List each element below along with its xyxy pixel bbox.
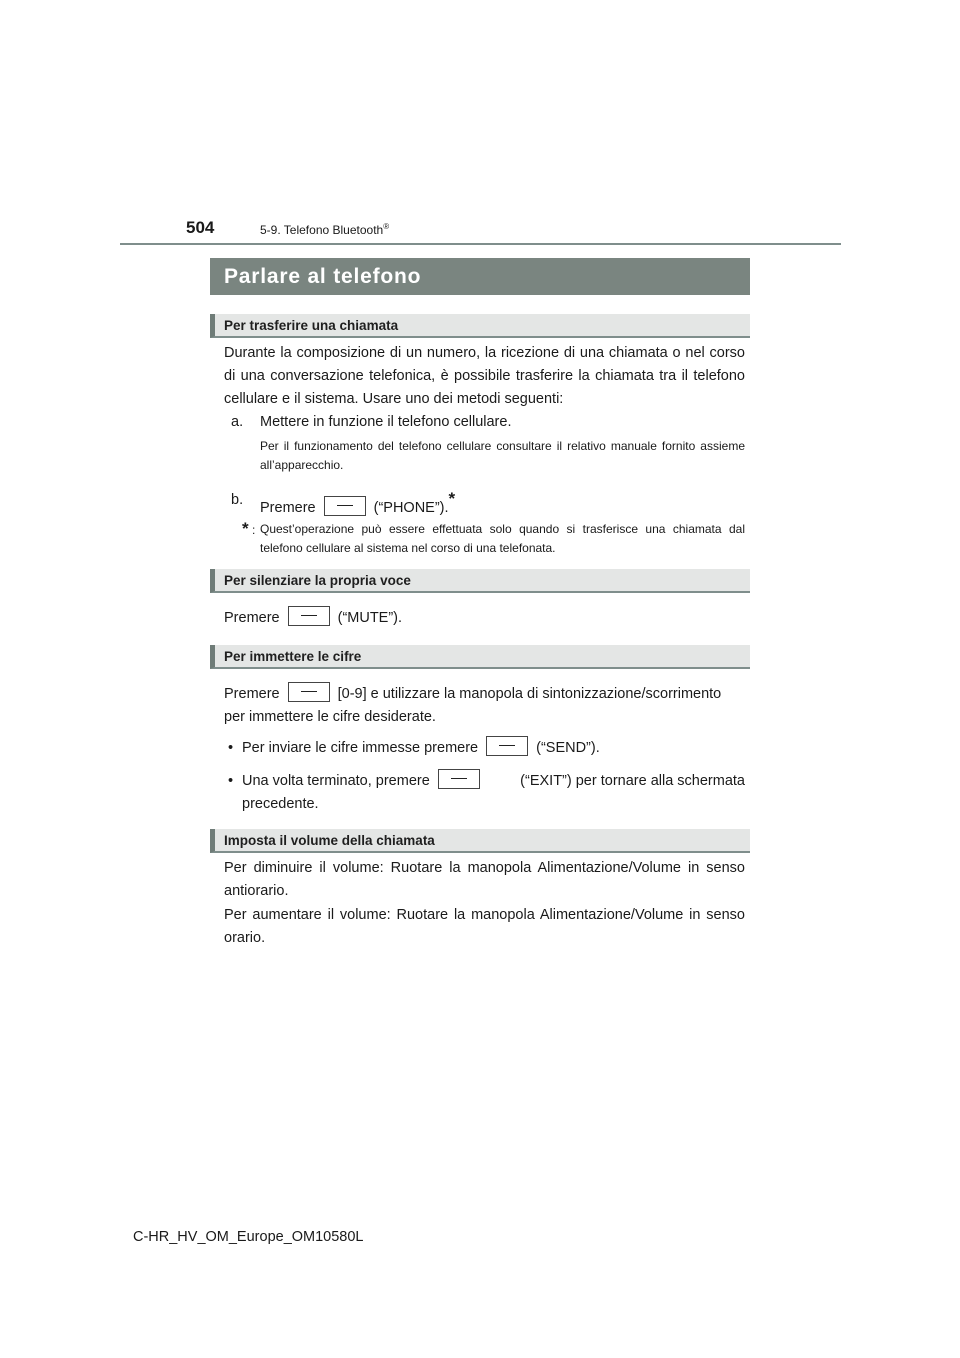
step-b-label: b.: [231, 492, 244, 508]
send-line: [242, 737, 600, 760]
subhead-digits: Per immettere le cifre: [210, 645, 750, 669]
mute-post: (“MUTE”).: [337, 610, 403, 626]
digits-pre: Premere: [224, 686, 280, 702]
mute-button-icon: [288, 606, 330, 626]
step-b-post: (“PHONE”).: [373, 499, 449, 516]
phone-button-icon: [324, 496, 366, 516]
digits-post2: per immettere le cifre desiderate.: [224, 709, 436, 725]
digits-button-icon: [288, 682, 330, 702]
registered-mark: ®: [383, 222, 390, 231]
mute-pre: Premere: [224, 610, 280, 626]
exit-post: (“EXIT”) per tornare alla schermata: [520, 773, 745, 789]
footnote-colon: :: [252, 523, 256, 537]
exit-button-icon: [438, 769, 480, 789]
header-rule: [120, 243, 841, 245]
step-a-text: Mettere in funzione il telefono cellulare.: [260, 414, 512, 430]
step-a-label: a.: [231, 414, 244, 430]
bullet-exit: •: [228, 773, 234, 789]
subhead-volume: Imposta il volume della chiamata: [210, 829, 750, 853]
subhead-mute: Per silenziare la propria voce: [210, 569, 750, 593]
send-post: (“SEND”).: [536, 740, 600, 756]
footnote-text: Quest’operazione può essere effettuata solo quando si trasferisce una chiamata dal telefono cellulare al sistema nel corso di una telefonata.: [260, 522, 745, 555]
page-title: Parlare al telefono: [210, 258, 750, 295]
footer-doc-id: C-HR_HV_OM_Europe_OM10580L: [133, 1229, 364, 1245]
step-a-note: Per il funzionamento del telefono cellulare consultare il relativo manuale fornito assieme all’apparecchio.: [260, 439, 745, 472]
page-number: 504: [186, 218, 215, 237]
exit-pre-wrap: [242, 770, 488, 793]
volume-increase: Per aumentare il volume: Ruotare la manopola Alimentazione/Volume in senso orario.: [224, 907, 745, 946]
send-button-icon: [486, 736, 528, 756]
footnote-asterisk: *: [242, 519, 249, 538]
exit-post2: precedente.: [242, 796, 319, 812]
asterisk-mark: *: [448, 489, 456, 508]
mute-line: [224, 607, 402, 630]
exit-pre: Una volta terminato, premere: [242, 773, 430, 789]
bullet-send: •: [228, 740, 234, 756]
exit-line: [242, 770, 745, 793]
breadcrumb: [260, 222, 389, 237]
digits-post: [0-9] e utilizzare la manopola di sintonizzazione/scorrimento: [337, 686, 722, 702]
subhead-transfer: Per trasferire una chiamata: [210, 314, 750, 338]
step-b-pre: Premere: [260, 499, 316, 516]
send-pre: Per inviare le cifre immesse premere: [242, 740, 479, 756]
breadcrumb-text: 5-9. Telefono Bluetooth: [260, 223, 384, 237]
volume-decrease: Per diminuire il volume: Ruotare la manopola Alimentazione/Volume in senso antiorario.: [224, 860, 745, 899]
transfer-intro: Durante la composizione di un numero, la ricezione di una chiamata o nel corso di una conversazione telefonica, è possibile trasferire la chiamata tra il telefono cellulare e il sistema. Usare uno dei metodi seguenti:: [224, 345, 745, 407]
step-b-line: [260, 489, 455, 520]
digits-line: [224, 683, 721, 706]
